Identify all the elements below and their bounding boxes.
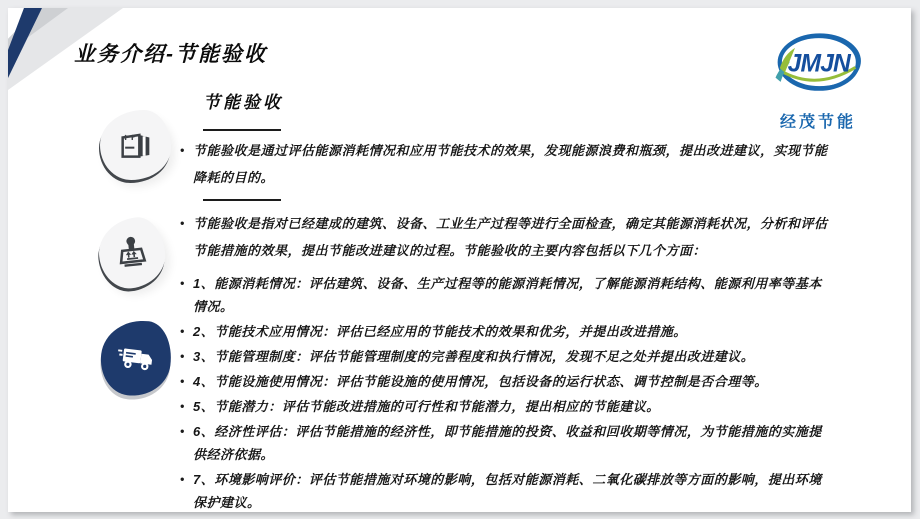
package-icon bbox=[116, 125, 156, 165]
list-item-4: • 4、节能设施使用情况：评估节能设施的使用情况，包括设备的运行状态、调节控制是否合理等。 bbox=[180, 370, 828, 393]
list-item-1: • 1、能源消耗情况：评估建筑、设备、生产过程等的能源消耗情况，了解能源消耗结构、能源利用率等基本情况。 bbox=[180, 272, 828, 318]
list-item-3: • 3、节能管理制度：评估节能管理制度的完善程度和执行情况，发现不足之处并提出改进建议。 bbox=[180, 345, 828, 368]
slide-page bbox=[8, 8, 911, 512]
stamp-icon bbox=[111, 231, 153, 275]
intro-paragraph: • 节能验收是通过评估能源消耗情况和应用节能技术的效果，发现能源浪费和瓶颈，提出改进建议，实现节能降耗的目的。 bbox=[180, 137, 828, 191]
icon-blob-package bbox=[100, 110, 171, 180]
overview-paragraph: • 节能验收是指对已经建成的建筑、设备、工业生产过程等进行全面检查，确定其能源消耗状况，分析和评估节能措施的效果，提出节能改进建议的过程。节能验收的主要内容包括以下几个方面： bbox=[180, 210, 828, 264]
list-item-6: • 6、经济性评估：评估节能措施的经济性，即节能措施的投资、收益和回收期等情况，为节能措施的实施提供经济依据。 bbox=[180, 420, 828, 466]
separator-line bbox=[203, 199, 281, 201]
list-item-2: • 2、节能技术应用情况：评估已经应用的节能技术的效果和优劣，并提出改进措施。 bbox=[180, 320, 828, 343]
list-item-5: • 5、节能潜力：评估节能改进措施的可行性和节能潜力，提出相应的节能建议。 bbox=[180, 395, 828, 418]
list-item-7: • 7、环境影响评价：评估节能措施对环境的影响，包括对能源消耗、二氧化碳排放等方面的影响，提出环境保护建议。 bbox=[180, 468, 828, 512]
icon-blob-truck bbox=[97, 316, 176, 400]
logo-company-name: 经茂节能 bbox=[779, 114, 856, 131]
icon-blob-stamp bbox=[96, 215, 169, 292]
section-title: 节能验收 bbox=[203, 93, 283, 112]
logo-acronym: JMJN bbox=[787, 50, 851, 78]
content-column bbox=[180, 88, 828, 512]
truck-icon bbox=[113, 336, 160, 381]
page-title: 业务介绍-节能验收 bbox=[74, 43, 267, 66]
title-underline bbox=[203, 129, 281, 131]
